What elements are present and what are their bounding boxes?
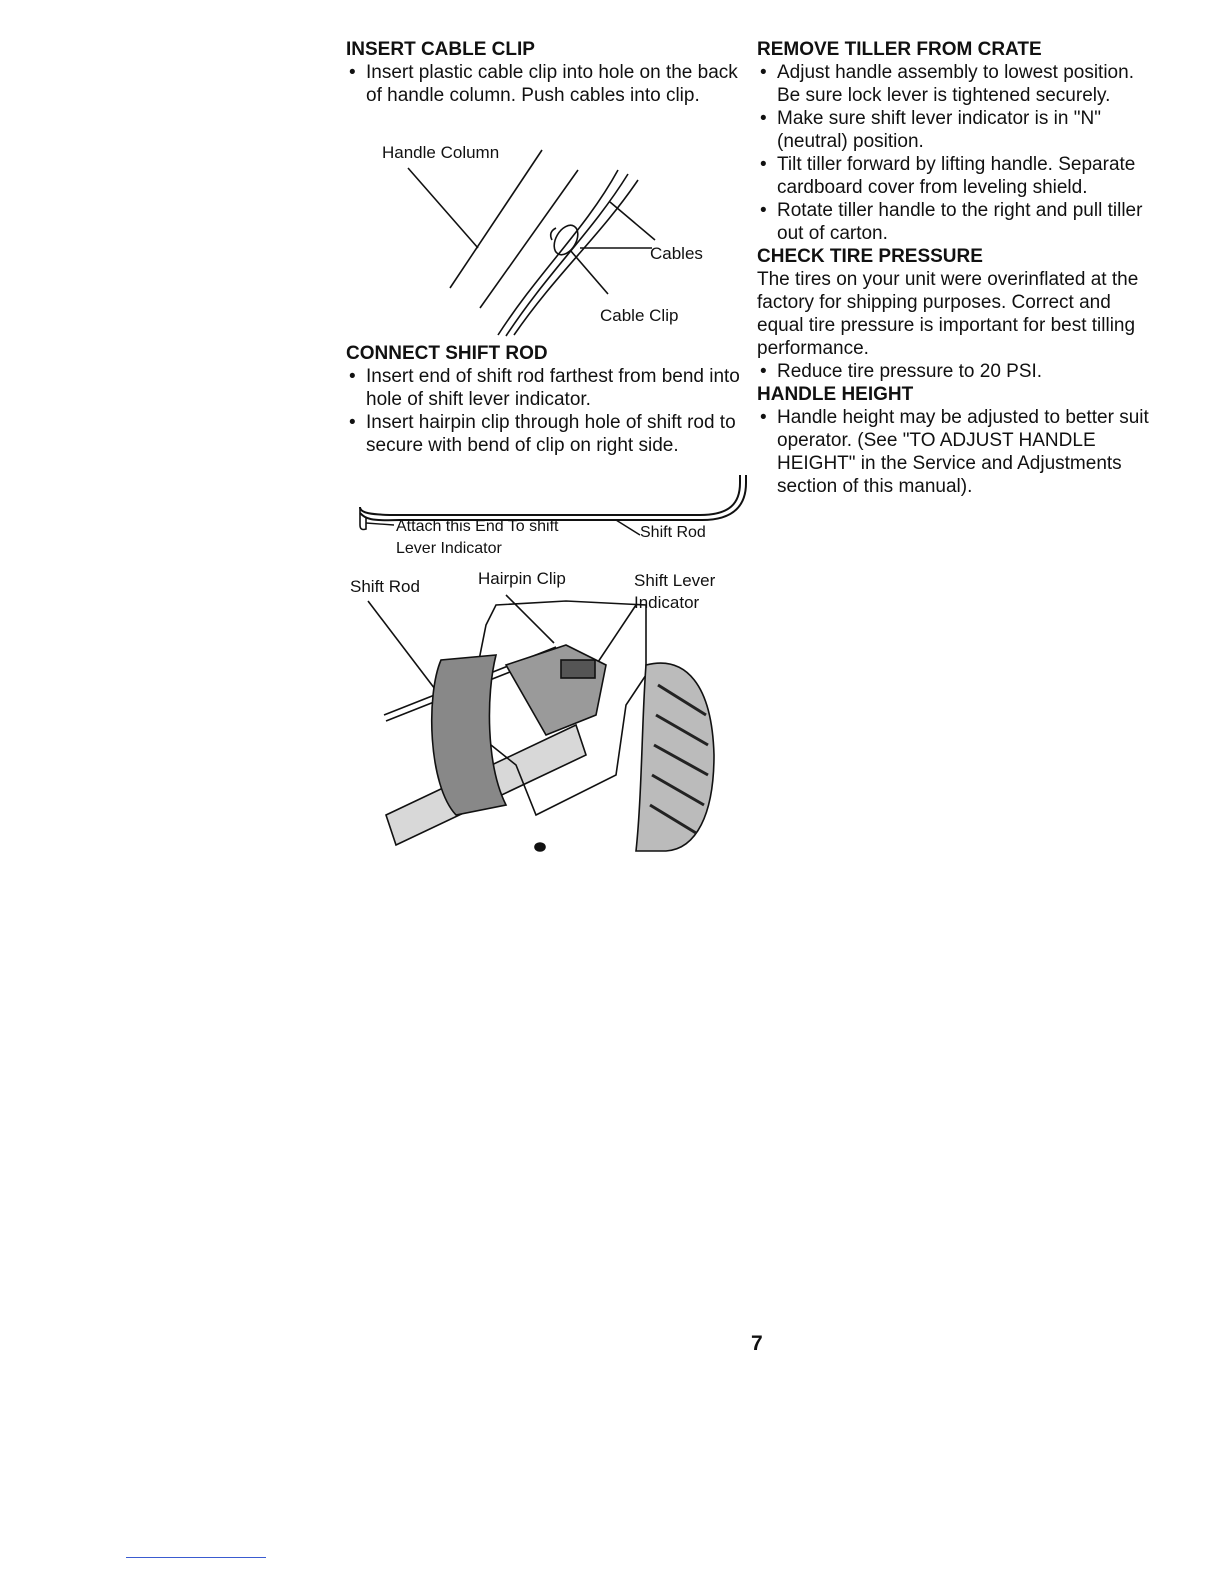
tire-pressure-text: The tires on your unit were overinflated at the factory for shipping purposes. Correct and equal tire pressure is important for best tilling performance.: [757, 269, 1139, 359]
list-item: • Tilt tiller forward by lifting handle. Separate cardboard cover from leveling shield.: [757, 153, 1157, 199]
handle-column-label: Handle Column: [382, 143, 500, 162]
tiller-shift-figure: [346, 565, 736, 865]
attach-end-label-line1: Attach this End To shift: [396, 518, 559, 535]
check-tire-pressure-title: CHECK TIRE PRESSURE: [757, 246, 983, 267]
shift-rod-label: Shift Rod: [640, 524, 706, 541]
remove-tiller-steps: [757, 61, 1157, 245]
shift-rod-label: Shift Rod: [350, 577, 420, 596]
list-item: • Make sure shift lever indicator is in "N" (neutral) position.: [757, 107, 1157, 153]
cable-clip-label: Cable Clip: [600, 306, 679, 325]
remove-tiller-title: REMOVE TILLER FROM CRATE: [757, 39, 1042, 60]
left-column: [346, 38, 746, 107]
list-item: • Insert end of shift rod farthest from bend into hole of shift lever indicator.: [346, 365, 746, 411]
list-item: • Reduce tire pressure to 20 PSI.: [757, 360, 1157, 383]
list-item: • Insert plastic cable clip into hole on the back of handle column. Push cables into clip.: [346, 61, 746, 107]
page-number: 7: [751, 1332, 763, 1355]
connect-shift-rod-steps: [346, 365, 746, 457]
insert-cable-clip-steps: [346, 61, 746, 107]
cable-clip-figure: [370, 140, 710, 340]
connect-shift-rod-section: [346, 342, 746, 457]
connect-shift-rod-title: CONNECT SHIFT ROD: [346, 343, 548, 364]
tire-pressure-steps: [757, 360, 1157, 383]
handle-height-title: HANDLE HEIGHT: [757, 384, 914, 405]
list-item: • Rotate tiller handle to the right and pull tiller out of carton.: [757, 199, 1157, 245]
list-item: • Handle height may be adjusted to better suit operator. (See "TO ADJUST HANDLE HEIGHT" in the Service and Adjustments section of this manual).: [757, 406, 1157, 498]
bottom-rule: [126, 1557, 266, 1558]
shift-rod-figure: [340, 465, 750, 565]
hairpin-clip-label: Hairpin Clip: [478, 569, 566, 588]
list-item: • Adjust handle assembly to lowest position. Be sure lock lever is tightened securely.: [757, 61, 1157, 107]
shift-lever-label-line2: Indicator: [634, 593, 700, 612]
insert-cable-clip-title: INSERT CABLE CLIP: [346, 39, 535, 60]
shift-lever-label-line1: Shift Lever: [634, 571, 716, 590]
handle-height-steps: [757, 406, 1157, 498]
right-column: [757, 38, 1157, 498]
attach-end-label-line2: Lever Indicator: [396, 540, 502, 557]
list-item: • Insert hairpin clip through hole of shift rod to secure with bend of clip on right side.: [346, 411, 746, 457]
cables-label: Cables: [650, 244, 703, 263]
